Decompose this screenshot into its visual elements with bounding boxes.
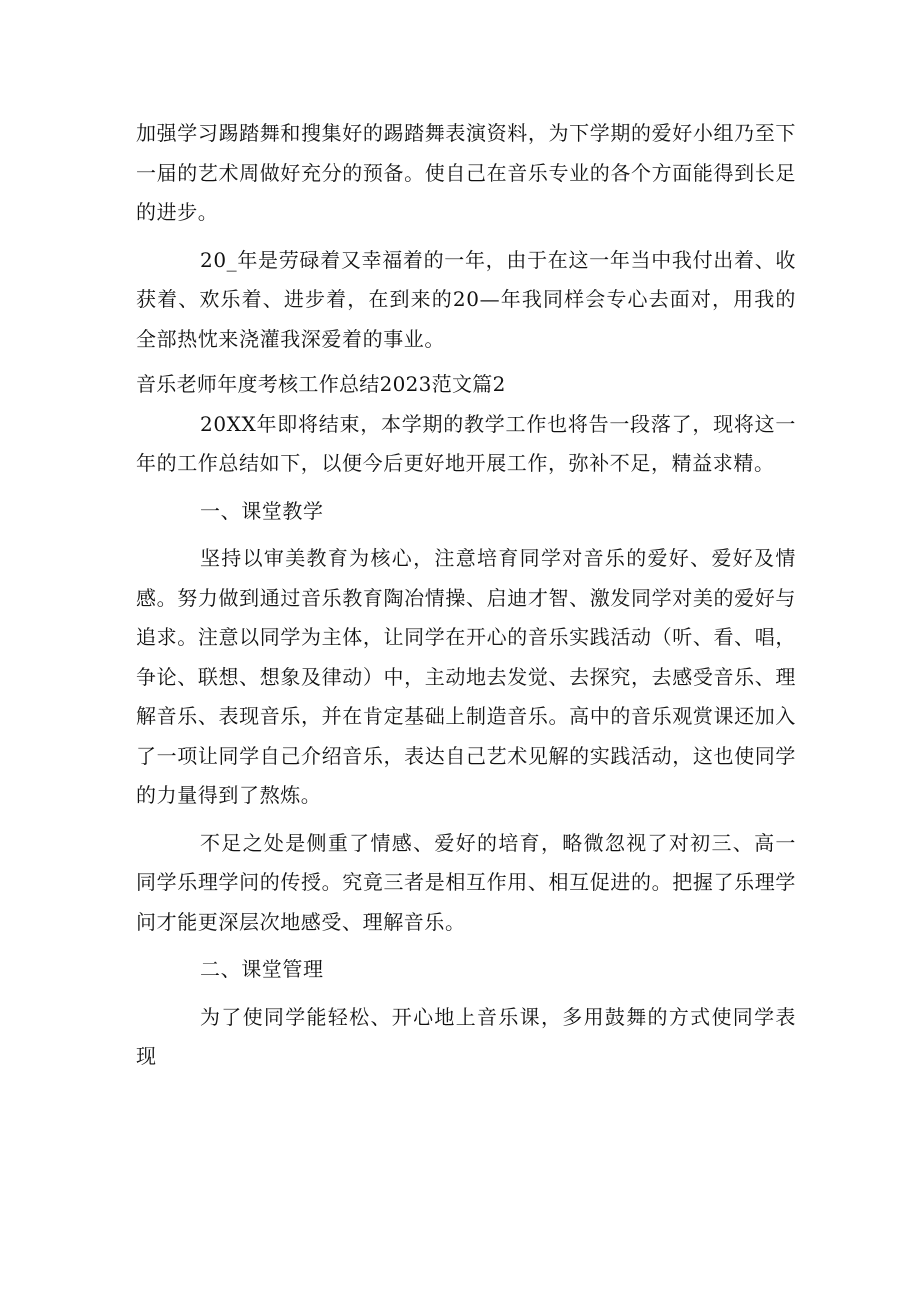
heading-classroom-teaching: 一、课堂教学	[200, 498, 324, 523]
paragraph-classroom-teaching: 坚持以审美教育为核心，注意培育同学对音乐的爱好、爱好及情感。努力做到通过音乐教育陶冶情操、启迪才智、激发同学对美的爱好与追求。注意以同学为主体，让同学在开心的音乐实践活动（听、看、唱，争论、联想、想象及律动）中，主动地去发觉、去探究，去感受音乐、理解音乐、表现音乐，并在肯定基础上制造音乐。高中的音乐观赏课还加入了一项让同学自己介绍音乐，表达自己艺术见解的实践活动，这也使同学的力量得到了熬炼。	[136, 546, 796, 807]
paragraph-classroom-management: 为了使同学能轻松、开心地上音乐课，多用鼓舞的方式使同学表现	[136, 1004, 796, 1068]
section-intro: 20XX年即将结束，本学期的教学工作也将告一段落了，现将这一年的工作总结如下，以便今后更好地开展工作，弥补不足，精益求精。	[136, 411, 796, 475]
paragraph-year-summary: 20_年是劳碌着又幸福着的一年，由于在这一年当中我付出着、收获着、欢乐着、进步着，在到来的20—年我同样会专心去面对，用我的全部热忱来浇灌我深爱着的事业。	[136, 247, 796, 351]
section-title: 音乐老师年度考核工作总结2023范文篇2	[136, 372, 506, 396]
paragraph-shortcomings: 不足之处是侧重了情感、爱好的培育，略微忽视了对初三、高一同学乐理学问的传授。究竟三者是相互作用、相互促进的。把握了乐理学问才能更深层次地感受、理解音乐。	[136, 830, 796, 934]
heading-classroom-management: 二、课堂管理	[200, 957, 324, 981]
document-body	[136, 114, 796, 1077]
paragraph-continuation: 加强学习踢踏舞和搜集好的踢踏舞表演资料，为下学期的爱好小组乃至下一届的艺术周做好充分的预备。使自己在音乐专业的各个方面能得到长足的进步。	[136, 121, 796, 224]
